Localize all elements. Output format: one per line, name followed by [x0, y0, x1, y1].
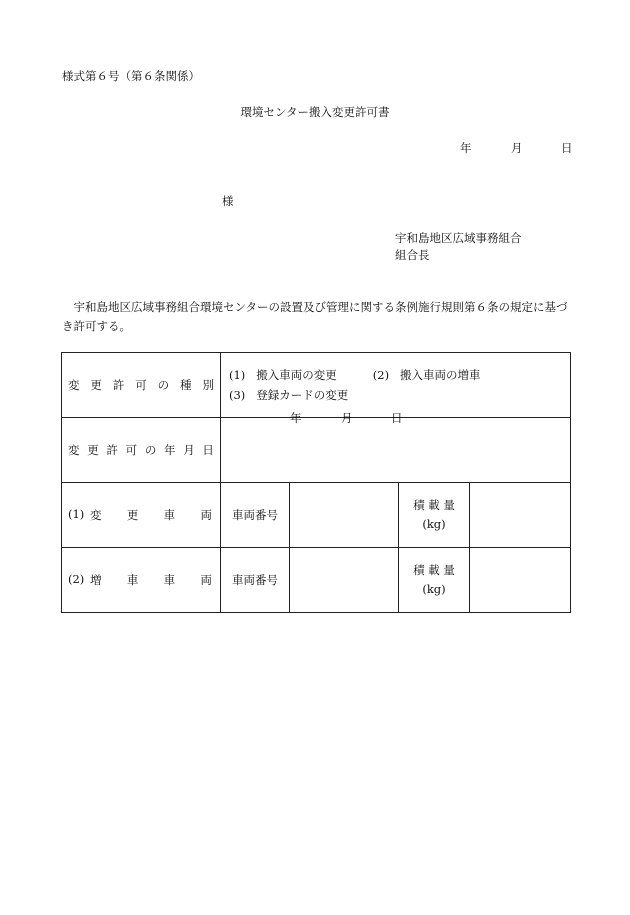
permit-date-label-cell: [62, 418, 221, 483]
changed-vehicle-capacity-unit: (kg): [422, 517, 446, 531]
option-2-number: (2): [372, 368, 390, 382]
permit-month-label: 月: [341, 411, 353, 425]
added-vehicle-label: 増 車 車 両: [90, 573, 212, 587]
date-day-label: 日: [561, 141, 573, 155]
permit-date-row: [62, 418, 571, 483]
changed-vehicle-label-cell: [62, 483, 221, 548]
date-month-label: 月: [511, 141, 523, 155]
change-type-label: 変 更 許 可 の 種 別: [68, 378, 214, 392]
added-vehicle-plate-label: 車両番号: [221, 548, 290, 613]
changed-vehicle-plate-value: [290, 483, 399, 548]
permit-year-label: 年: [290, 411, 302, 425]
document-title: 環境センター搬入変更許可書: [240, 105, 390, 119]
changed-vehicle-number: (1): [68, 507, 85, 521]
issuer-organization: 宇和島地区広域事務組合: [395, 231, 522, 245]
added-vehicle-capacity-unit: (kg): [422, 582, 446, 596]
added-vehicle-label-cell: [62, 548, 221, 613]
change-type-row: [62, 353, 571, 418]
added-vehicle-capacity-label: 積 載 量: [413, 563, 455, 577]
added-vehicle-capacity-label-cell: [399, 548, 470, 613]
issuer-title: 組合長: [395, 248, 430, 262]
option-2-text: 搬入車両の増車: [400, 368, 481, 382]
added-vehicle-capacity-value: [470, 548, 571, 613]
options-line-2: [221, 385, 570, 405]
changed-vehicle-plate-label: 車両番号: [221, 483, 290, 548]
added-vehicle-number: (2): [68, 572, 85, 586]
change-type-label-cell: [62, 353, 221, 418]
changed-vehicle-capacity-value: [470, 483, 571, 548]
options-line-1: [221, 365, 570, 385]
date-year-label: 年: [460, 141, 472, 155]
option-3-text: 登録カードの変更: [256, 388, 349, 402]
permit-table: [61, 352, 571, 613]
permit-day-label: 日: [391, 411, 403, 425]
form-number: 様式第６号（第６条関係）: [62, 69, 200, 83]
changed-vehicle-capacity-label-cell: [399, 483, 470, 548]
changed-vehicle-label: 変 更 車 両: [90, 508, 212, 522]
change-type-options-cell: [221, 353, 571, 418]
changed-vehicle-row: [62, 483, 571, 548]
permit-date-label: 変 更 許 可 の 年 月 日: [68, 443, 214, 457]
option-3-number: (3): [229, 388, 246, 402]
option-1-text: 搬入車両の変更: [256, 368, 337, 382]
addressee-salutation: 様: [222, 194, 234, 208]
added-vehicle-row: [62, 548, 571, 613]
option-1-number: (1): [229, 368, 246, 382]
permit-body-text: 宇和島地区広域事務組合環境センターの設置及び管理に関する条例施行規則第６条の規定に基づき許可する。: [62, 300, 568, 333]
changed-vehicle-capacity-label: 積 載 量: [413, 498, 455, 512]
added-vehicle-plate-value: [290, 548, 399, 613]
permit-date-value-cell: [221, 411, 571, 483]
